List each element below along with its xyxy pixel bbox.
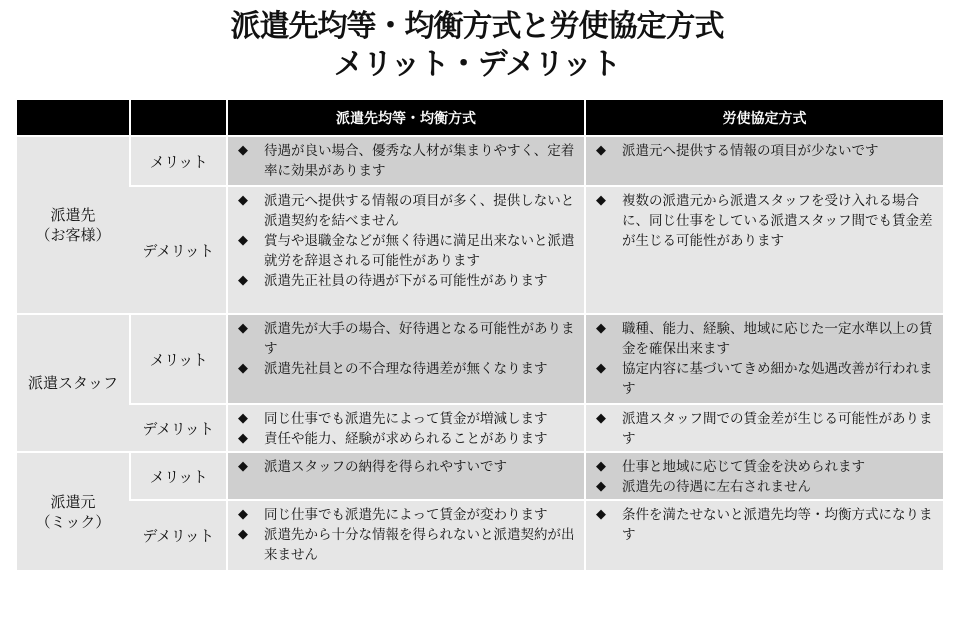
- list-item: ◆ 仕事と地域に応じて賃金を決められます: [594, 457, 935, 477]
- type-label-demerit: デメリット: [130, 500, 227, 570]
- cell-equal-demerit: [227, 186, 585, 314]
- cell-equal-merit: [227, 452, 585, 500]
- list-item: ◆ 複数の派遣元から派遣スタッフを受け入れる場合に、同じ仕事をしている派遣スタッフ間でも賃金差が生じる可能性があります: [594, 191, 935, 251]
- list-item: ◆ 派遣スタッフ間での賃金差が生じる可能性があります: [594, 409, 935, 449]
- title-line-2: メリット・デメリット: [333, 47, 621, 82]
- cell-equal-merit: [227, 136, 585, 186]
- list-item: ◆ 派遣先から十分な情報を得られないと派遣契約が出来ません: [236, 525, 576, 565]
- list-item: ◆ 条件を満たせないと派遣先均等・均衡方式になります: [594, 505, 935, 545]
- group-label-line-2: （お客様）: [35, 226, 111, 244]
- header-blank-1: [17, 100, 130, 136]
- cell-equal-merit: [227, 314, 585, 404]
- type-label-demerit: デメリット: [130, 186, 227, 314]
- table-row: [17, 500, 943, 570]
- header-equal-method: 派遣先均等・均衡方式: [227, 100, 585, 136]
- header-labor-agreement: 労使協定方式: [585, 100, 943, 136]
- cell-equal-demerit: [227, 500, 585, 570]
- list-item: ◆ 職種、能力、経験、地域に応じた一定水準以上の賃金を確保出来ます: [594, 319, 935, 359]
- table-row: [17, 186, 943, 314]
- cell-labor-demerit: [585, 186, 943, 314]
- type-label-merit: メリット: [130, 452, 227, 500]
- group-label-line-1: 派遣スタッフ: [27, 374, 118, 392]
- group-label-dispatcher: [17, 452, 130, 570]
- type-label-demerit: デメリット: [130, 404, 227, 452]
- table-row: [17, 136, 943, 186]
- list-item: ◆ 派遣先の待遇に左右されません: [594, 477, 935, 497]
- cell-labor-demerit: [585, 404, 943, 452]
- list-item: ◆ 派遣先正社員の待遇が下がる可能性があります: [236, 271, 576, 291]
- group-label-line-1: 派遣先: [50, 206, 96, 224]
- type-label-merit: メリット: [130, 314, 227, 404]
- cell-labor-merit: [585, 452, 943, 500]
- list-item: ◆ 協定内容に基づいてきめ細かな処遇改善が行われます: [594, 359, 935, 399]
- cell-labor-merit: [585, 314, 943, 404]
- cell-equal-demerit: [227, 404, 585, 452]
- list-item: ◆ 派遣先社員との不合理な待遇差が無くなります: [236, 359, 576, 379]
- group-label-line-1: 派遣元: [50, 492, 96, 511]
- list-item: ◆ 派遣元へ提供する情報の項目が少ないです: [594, 141, 935, 161]
- list-item: ◆ 派遣先が大手の場合、好待遇となる可能性があります: [236, 319, 576, 359]
- list-item: ◆ 責任や能力、経験が求められることがあります: [236, 429, 576, 449]
- cell-labor-merit: [585, 136, 943, 186]
- header-blank-2: [130, 100, 227, 136]
- list-item: ◆ 待遇が良い場合、優秀な人材が集まりやすく、定着率に効果があります: [236, 141, 576, 181]
- list-item: ◆ 同じ仕事でも派遣先によって賃金が変わります: [236, 505, 576, 525]
- table-row: [17, 452, 943, 500]
- comparison-table: [17, 100, 943, 570]
- list-item: ◆ 派遣元へ提供する情報の項目が多く、提供しないと派遣契約を結べません: [236, 191, 576, 231]
- list-item: ◆ 賞与や退職金などが無く待遇に満足出来ないと派遣就労を辞退される可能性があります: [236, 231, 576, 271]
- table-row: [17, 314, 943, 404]
- page-title: [0, 8, 954, 84]
- group-label-staff: [17, 314, 130, 452]
- type-label-merit: メリット: [130, 136, 227, 186]
- table-row: [17, 404, 943, 452]
- title-line-1: 派遣先均等・均衡方式と労使協定方式: [230, 9, 724, 44]
- table-header-row: [17, 100, 943, 136]
- group-label-line-2: （ミック）: [35, 512, 111, 531]
- cell-labor-demerit: [585, 500, 943, 570]
- group-label-client: [17, 136, 130, 314]
- list-item: ◆ 派遣スタッフの納得を得られやすいです: [236, 457, 576, 477]
- list-item: ◆ 同じ仕事でも派遣先によって賃金が増減します: [236, 409, 576, 429]
